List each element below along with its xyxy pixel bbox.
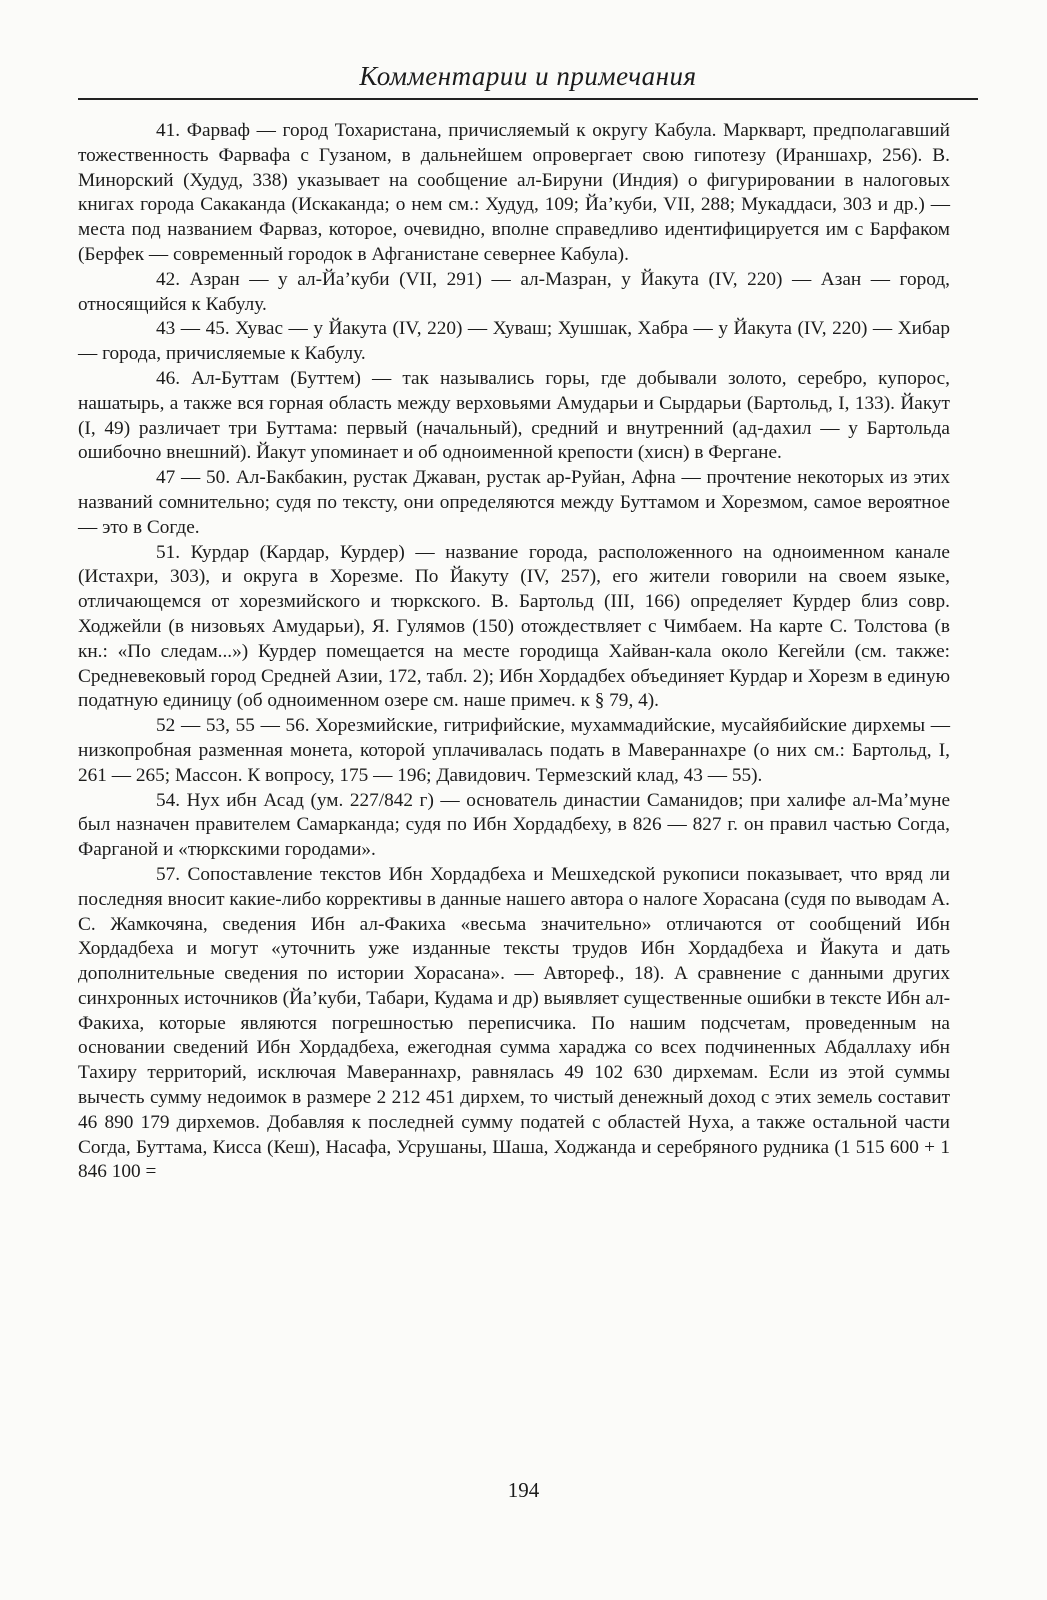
- page-number: 194: [507, 1478, 540, 1502]
- note-46: 46. Ал-Буттам (Буттем) — так назывались горы, где добывали золото, серебро, купорос, нашатырь, а также вся горная область между верховьями Амударьи и Сырдарьи (Бартольд, I, 133). Йакут (I, 49) различает три Буттама: первый (начальный), средний и внутренний (ад-дахил — у Бартольда ошибочно внешний). Йакут упоминает и об одноименной крепости (хисн) в Фергане.: [78, 367, 950, 464]
- running-header-title: Комментарии и примечания: [359, 61, 697, 91]
- note-52-56: 52 — 53, 55 — 56. Хорезмийские, гитрифийские, мухаммадийские, мусайябийские дирхемы — низкопробная разменная монета, которой уплачивалась подать в Мавераннахре (о них см.: Бартольд, I, 261 — 265; Массон. К вопросу, 175 — 196; Давидович. Термезский клад, 43 — 55).: [78, 715, 950, 786]
- note-57: 57. Сопоставление текстов Ибн Хордадбеха и Мешхедской рукописи показывает, что вряд ли последняя вносит какие-либо коррективы в данные нашего автора о налоге Хорасана (судя по выводам А. С. Жамкочяна, сведения Ибн ал-Факиха «весьма значительно» отличаются от сообщений Ибн Хордадбеха и могут «уточнить уже изданные тексты трудов Ибн Хордадбеха и Йакута и дать дополнительные сведения по истории Хорасана». — Автореф., 18). А сравнение с данными других синхронных источников (Йа’куби, Табари, Кудама и др) выявляет существенные ошибки в тексте Ибн ал-Факиха, которые являются погрешностью переписчика. По нашим подсчетам, проведенным на основании сведений Ибн Хордадбеха, ежегодная сумма хараджа со всех подчиненных Абдаллаху ибн Тахиру территорий, исключая Мавераннахр, равнялась 49 102 630 дирхемам. Если из этой суммы вычесть сумму недоимок в размере 2 212 451 дирхем, то чистый денежный доход с этих земель составит 46 890 179 дирхемов. Добавляя к последней сумму податей с областей Нуха, а также остальной части Согда, Буттама, Кисса (Кеш), Насафа, Усрушаны, Шаша, Ходжанда и серебряного рудника (1 515 600 + 1 846 100 =: [78, 863, 950, 1183]
- note-42: 42. Азран — у ал-Йа’куби (VII, 291) — ал-Мазран, у Йакута (IV, 220) — Азан — город, относящийся к Кабулу.: [78, 268, 950, 315]
- running-header: [78, 58, 978, 98]
- note-54: 54. Нух ибн Асад (ум. 227/842 г) — основатель династии Саманидов; при халифе ал-Ма’муне был назначен правителем Самарканда; судя по Ибн Хордадбеху, в 826 — 827 г. он правил частью Согда, Фарганой и «тюркскими городами».: [78, 789, 950, 861]
- note-51: 51. Курдар (Кардар, Курдер) — название города, расположенного на одноименном канале (Истахри, 303), и округа в Хорезме. По Йакуту (IV, 257), его жители говорили на своем языке, отличающемся от хорезмийского и тюркского. В. Бартольд (III, 166) определяет Курдер близ совр. Ходжейли (в низовьях Амударьи), Я. Гулямов (150) отождествляет с Чимбаем. На карте С. Толстова (в кн.: «По следам...») Курдер помещается на месте городища Хайван-кала около Кегейли (см. также: Средневековый город Средней Азии, 172, табл. 2); Ибн Хордадбех объединяет Курдар и Хорезм в единую податную единицу (об одноименном озере см. наше примеч. к § 79, 4).: [78, 541, 950, 712]
- note-41: 41. Фарваф — город Тохаристана, причисляемый к округу Кабула. Маркварт, предполагавший тожественность Фарвафа с Гузаном, в дальнейшем опровергает свою гипотезу (Ираншахр, 256). В. Минорский (Худуд, 338) указывает на сообщение ал-Бируни (Индия) о фигурировании в налоговых книгах города Сакаканда (Искаканда; о нем см.: Худуд, 109; Йа’куби, VII, 288; Мукаддаси, 303 и др.) — места под названием Фарваз, которое, очевидно, вполне справедливо идентифицируется им с Барфаком (Берфек — современный городок в Афганистане севернее Кабула).: [78, 120, 950, 265]
- header-rule: [78, 98, 978, 100]
- note-43-45: 43 — 45. Хувас — у Йакута (IV, 220) — Хуваш; Хушшак, Хабра — у Йакута (IV, 220) — Хибар — города, причисляемые к Кабулу.: [78, 318, 950, 365]
- commentary-body: [78, 119, 950, 1185]
- note-47-50: 47 — 50. Ал-Бакбакин, рустак Джаван, рустак ар-Руйан, Афна — прочтение некоторых из этих названий сомнительно; судя по тексту, они определяются между Буттамом и Хорезмом, самое вероятное — это в Согде.: [78, 467, 950, 538]
